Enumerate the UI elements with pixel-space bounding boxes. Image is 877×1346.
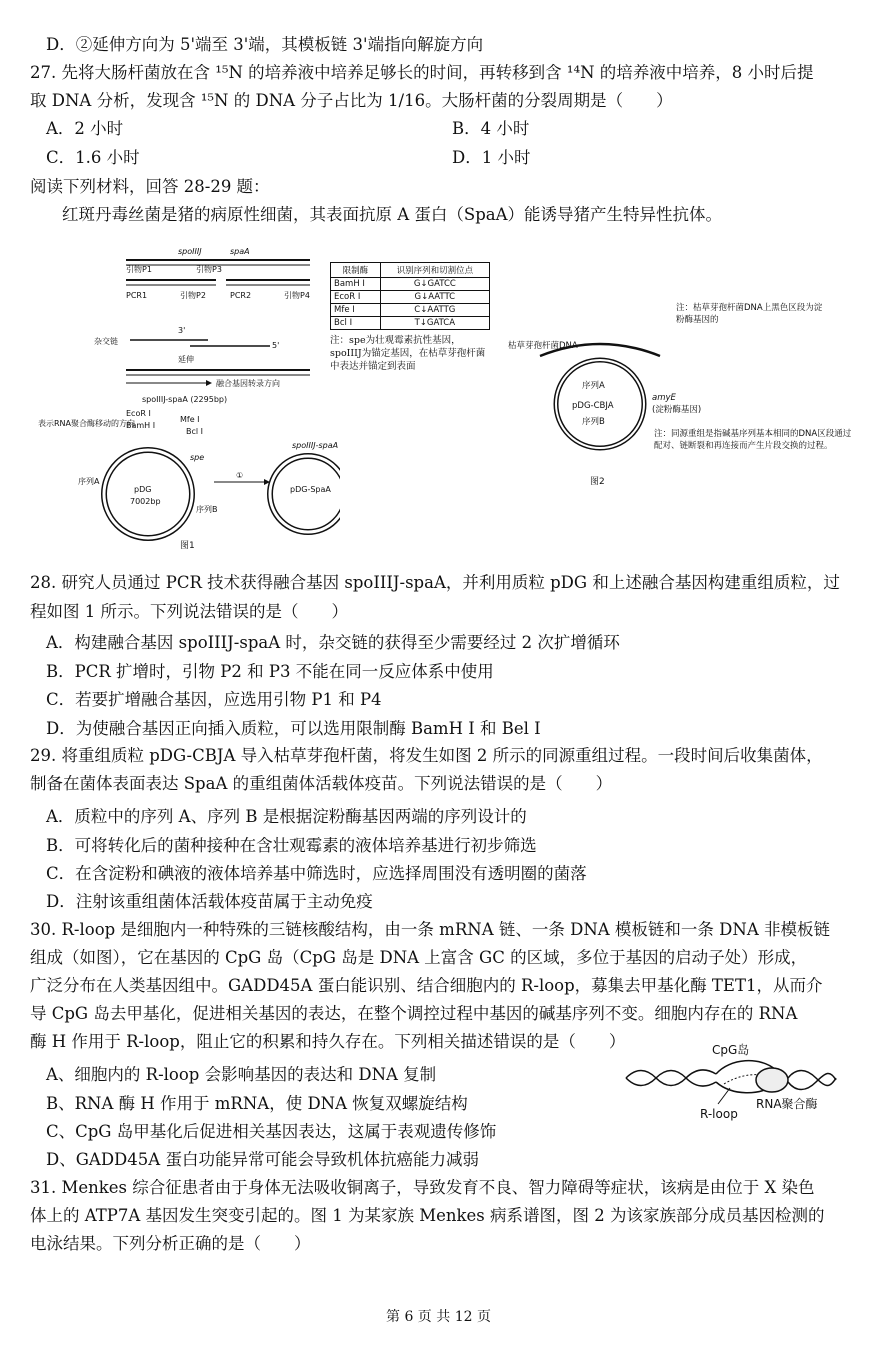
enzyme-header-name: 限制酶 bbox=[331, 263, 381, 278]
rloop-figure bbox=[620, 1040, 840, 1125]
q27-stem-line1: 27. 先将大肠杆菌放在含 ¹⁵N 的培养液中培养足够长的时间，再转移到含 ¹⁴N 的培养液中培养，8 小时后提 bbox=[30, 63, 814, 82]
q31-line3: 电泳结果。下列分析正确的是（ ） bbox=[30, 1234, 311, 1253]
page-footer: 第 6 页 共 12 页 bbox=[386, 1309, 491, 1325]
rloop-rnap-label: RNA聚合酶 bbox=[756, 1097, 818, 1111]
fig1-ecori: EcoR I bbox=[126, 409, 151, 418]
fig1-pdgsp-plasmid-inner bbox=[270, 456, 340, 532]
q30-option-c: C、CpG 岛甲基化后促进相关基因表达，这属于表观遗传修饰 bbox=[46, 1122, 497, 1141]
rloop-pointer bbox=[718, 1088, 730, 1104]
fig2-seqa: 序列A bbox=[582, 381, 605, 391]
q31-line1: 31. Menkes 综合征患者由于身体无法吸收铜离子，导致发育不良、智力障碍等症状，该病是由位于 X 染色 bbox=[30, 1178, 815, 1197]
fig1-direction: 融合基因转录方向 bbox=[216, 379, 280, 388]
q29-option-a: A．质粒中的序列 A、序列 B 是根据淀粉酶基因两端的序列设计的 bbox=[46, 807, 527, 826]
fig2-dna: 枯草芽孢杆菌DNA bbox=[508, 341, 578, 351]
q30-line4: 导 CpG 岛去甲基化，促进相关基因的表达，在整个调控过程中基因的碱基序列不变。细胞内存在的 RNA bbox=[30, 1004, 798, 1023]
fig2-label: 图2 bbox=[590, 477, 605, 487]
q31-line2: 体上的 ATP7A 基因发生突变引起的。图 1 为某家族 Menkes 病系谱图，图 2 为该家族部分成员基因检测的 bbox=[30, 1206, 825, 1225]
fig1-p4: 引物P4 bbox=[284, 291, 310, 300]
q30-option-a: A、细胞内的 R-loop 会影响基因的表达和 DNA 复制 bbox=[46, 1065, 437, 1084]
fig1-spoiiij-label: spoIIIJ bbox=[178, 247, 202, 256]
fig1-spe: spe bbox=[190, 453, 205, 462]
fig1-direction-arrowhead bbox=[206, 380, 212, 386]
fig2-note-top: 注：枯草芽孢杆菌DNA上黑色区段为淀粉酶基因的 bbox=[676, 303, 823, 325]
enzyme-site: C↓AATTG bbox=[380, 304, 489, 317]
enzyme-name: Mfe I bbox=[331, 304, 381, 317]
enzyme-name: BamH I bbox=[331, 278, 381, 291]
rloop-label: R-loop bbox=[700, 1107, 738, 1121]
fig1-pdg: pDG bbox=[134, 485, 152, 494]
fig1-fusion-insert: spoIIIJ-spaA bbox=[292, 441, 339, 450]
fig1-seqb: 序列B bbox=[196, 505, 218, 514]
q28-option-a: A．构建融合基因 spoIIIJ-spaA 时，杂交链的获得至少需要经过 2 次扩增循环 bbox=[46, 633, 620, 652]
fig1-pcr2: PCR2 bbox=[230, 291, 252, 300]
fig1-p1: 引物P1 bbox=[126, 265, 152, 274]
q30-line5: 酶 H 作用于 R-loop，阻止它的积累和持久存在。下列相关描述错误的是（ ） bbox=[30, 1032, 626, 1051]
q29-option-d: D．注射该重组菌体活载体疫苗属于主动免疫 bbox=[46, 892, 373, 911]
fig1-arrow-note: 表示RNA聚合酶移动的方向 bbox=[38, 419, 136, 428]
rloop-dna-left-1 bbox=[626, 1070, 716, 1086]
fig1-hybrid: 杂交链 bbox=[94, 337, 118, 346]
q26-option-d: D．②延伸方向为 5'端至 3'端，其模板链 3'端指向解旋方向 bbox=[46, 35, 484, 54]
fig1-bamh: BamH I bbox=[126, 421, 156, 430]
q27-stem-line2: 取 DNA 分析，发现含 ¹⁵N 的 DNA 分子占比为 1/16。大肠杆菌的分裂周期是（ ） bbox=[30, 91, 673, 110]
fig1-fusion-label: spoIIIJ-spaA (2295bp) bbox=[142, 395, 228, 404]
fig1-5prime: 5' bbox=[272, 341, 280, 350]
q30-option-d: D、GADD45A 蛋白功能异常可能会导致机体抗癌能力减弱 bbox=[46, 1150, 479, 1169]
enzyme-header-site: 识别序列和切割位点 bbox=[380, 263, 489, 278]
fig1-seqa: 序列A bbox=[78, 477, 100, 486]
enzyme-site: G↓AATTC bbox=[380, 291, 489, 304]
fig1-p2: 引物P2 bbox=[180, 291, 206, 300]
enzyme-table bbox=[330, 262, 490, 330]
q29-option-b: B．可将转化后的菌种接种在含壮观霉素的液体培养基进行初步筛选 bbox=[46, 836, 537, 855]
figure-1 bbox=[30, 236, 340, 556]
q30-line2: 组成（如图），它在基因的 CpG 岛（CpG 岛是 DNA 上富含 GC 的区域，多位于基因的启动子处）形成， bbox=[30, 948, 808, 967]
q27-option-d: D．1 小时 bbox=[452, 148, 531, 167]
fig1-bcl: Bcl I bbox=[186, 427, 204, 436]
q28-stem-line1: 28. 研究人员通过 PCR 技术获得融合基因 spoIIIJ-spaA，并利用质粒 pDG 和上述融合基因构建重组质粒，过 bbox=[30, 573, 840, 592]
q29-stem-line1: 29. 将重组质粒 pDG-CBJA 导入枯草芽孢杆菌，将发生如图 2 所示的同源重组过程。一段时间后收集菌体， bbox=[30, 746, 823, 765]
enzyme-name: Bcl I bbox=[331, 317, 381, 330]
fig2-amye-note: (淀粉酶基因) bbox=[652, 405, 702, 415]
fig2-seqb: 序列B bbox=[582, 417, 605, 427]
figure-2 bbox=[500, 300, 860, 490]
enzyme-table-block bbox=[330, 262, 490, 373]
fig1-pdg-size: 7002bp bbox=[130, 497, 161, 506]
enzyme-site: T↓GATCA bbox=[380, 317, 489, 330]
fig1-pdgsp: pDG-SpaA bbox=[290, 485, 331, 494]
rloop-dna-right-2 bbox=[788, 1073, 836, 1089]
q28-option-d: D．为使融合基因正向插入质粒，可以选用限制酶 BamH I 和 Bel I bbox=[46, 719, 541, 738]
fig1-pdg-plasmid-inner bbox=[104, 450, 192, 538]
q28-option-c: C．若要扩增融合基因，应选用引物 P1 和 P4 bbox=[46, 690, 382, 709]
material-intro: 阅读下列材料，回答 28-29 题： bbox=[30, 177, 270, 196]
enzyme-name: EcoR I bbox=[331, 291, 381, 304]
rloop-cpg-label: CpG岛 bbox=[712, 1043, 750, 1057]
q29-option-c: C．在含淀粉和碘液的液体培养基中筛选时，应选择周围没有透明圈的菌落 bbox=[46, 864, 587, 883]
q30-line3: 广泛分布在人类基因组中。GADD45A 蛋白能识别、结合细胞内的 R-loop，募集去甲基化酶 TET1，从而介 bbox=[30, 976, 823, 995]
fig2-note-bottom: 注：同源重组是指碱基序列基本相同的DNA区段通过配对、链断裂和再连接而产生片段交换的过程。 bbox=[654, 429, 852, 451]
fig1-step: ① bbox=[236, 471, 244, 480]
fig1-mfe: Mfe I bbox=[180, 415, 200, 424]
enzyme-note: 注：spe为壮观霉素抗性基因，spoIIIJ为锚定基因，在枯草芽孢杆菌中表达并锚定到表面 bbox=[330, 335, 486, 372]
q28-stem-line2: 程如图 1 所示。下列说法错误的是（ ） bbox=[30, 602, 348, 621]
q27-option-b: B．4 小时 bbox=[452, 119, 530, 138]
fig1-3prime: 3' bbox=[178, 326, 186, 335]
fig1-p3: 引物P3 bbox=[196, 265, 222, 274]
fig2-amye: amyE bbox=[652, 393, 676, 403]
q30-option-b: B、RNA 酶 H 作用于 mRNA，使 DNA 恢复双螺旋结构 bbox=[46, 1094, 468, 1113]
q27-option-a: A．2 小时 bbox=[46, 119, 124, 138]
rloop-rna-polymerase bbox=[756, 1068, 788, 1092]
rloop-dna-left-2 bbox=[626, 1071, 716, 1087]
fig1-label: 图1 bbox=[180, 541, 195, 551]
q30-line1: 30. R-loop 是细胞内一种特殊的三链核酸结构，由一条 mRNA 链、一条 DNA 模板链和一条 DNA 非模板链 bbox=[30, 920, 830, 939]
material-text: 红斑丹毒丝菌是猪的病原性细菌，其表面抗原 A 蛋白（SpaA）能诱导猪产生特异性抗体。 bbox=[62, 205, 723, 224]
fig1-extend: 延伸 bbox=[178, 355, 194, 364]
q29-stem-line2: 制备在菌体表面表达 SpaA 的重组菌体活载体疫苗。下列说法错误的是（ ） bbox=[30, 774, 613, 793]
fig2-plasmid-name: pDG-CBJA bbox=[572, 401, 614, 411]
q27-option-c: C．1.6 小时 bbox=[46, 148, 140, 167]
fig1-spaa-label: spaA bbox=[230, 247, 250, 256]
q28-option-b: B．PCR 扩增时，引物 P2 和 P3 不能在同一反应体系中使用 bbox=[46, 662, 494, 681]
enzyme-site: G↓GATCC bbox=[380, 278, 489, 291]
fig1-pcr1: PCR1 bbox=[126, 291, 148, 300]
